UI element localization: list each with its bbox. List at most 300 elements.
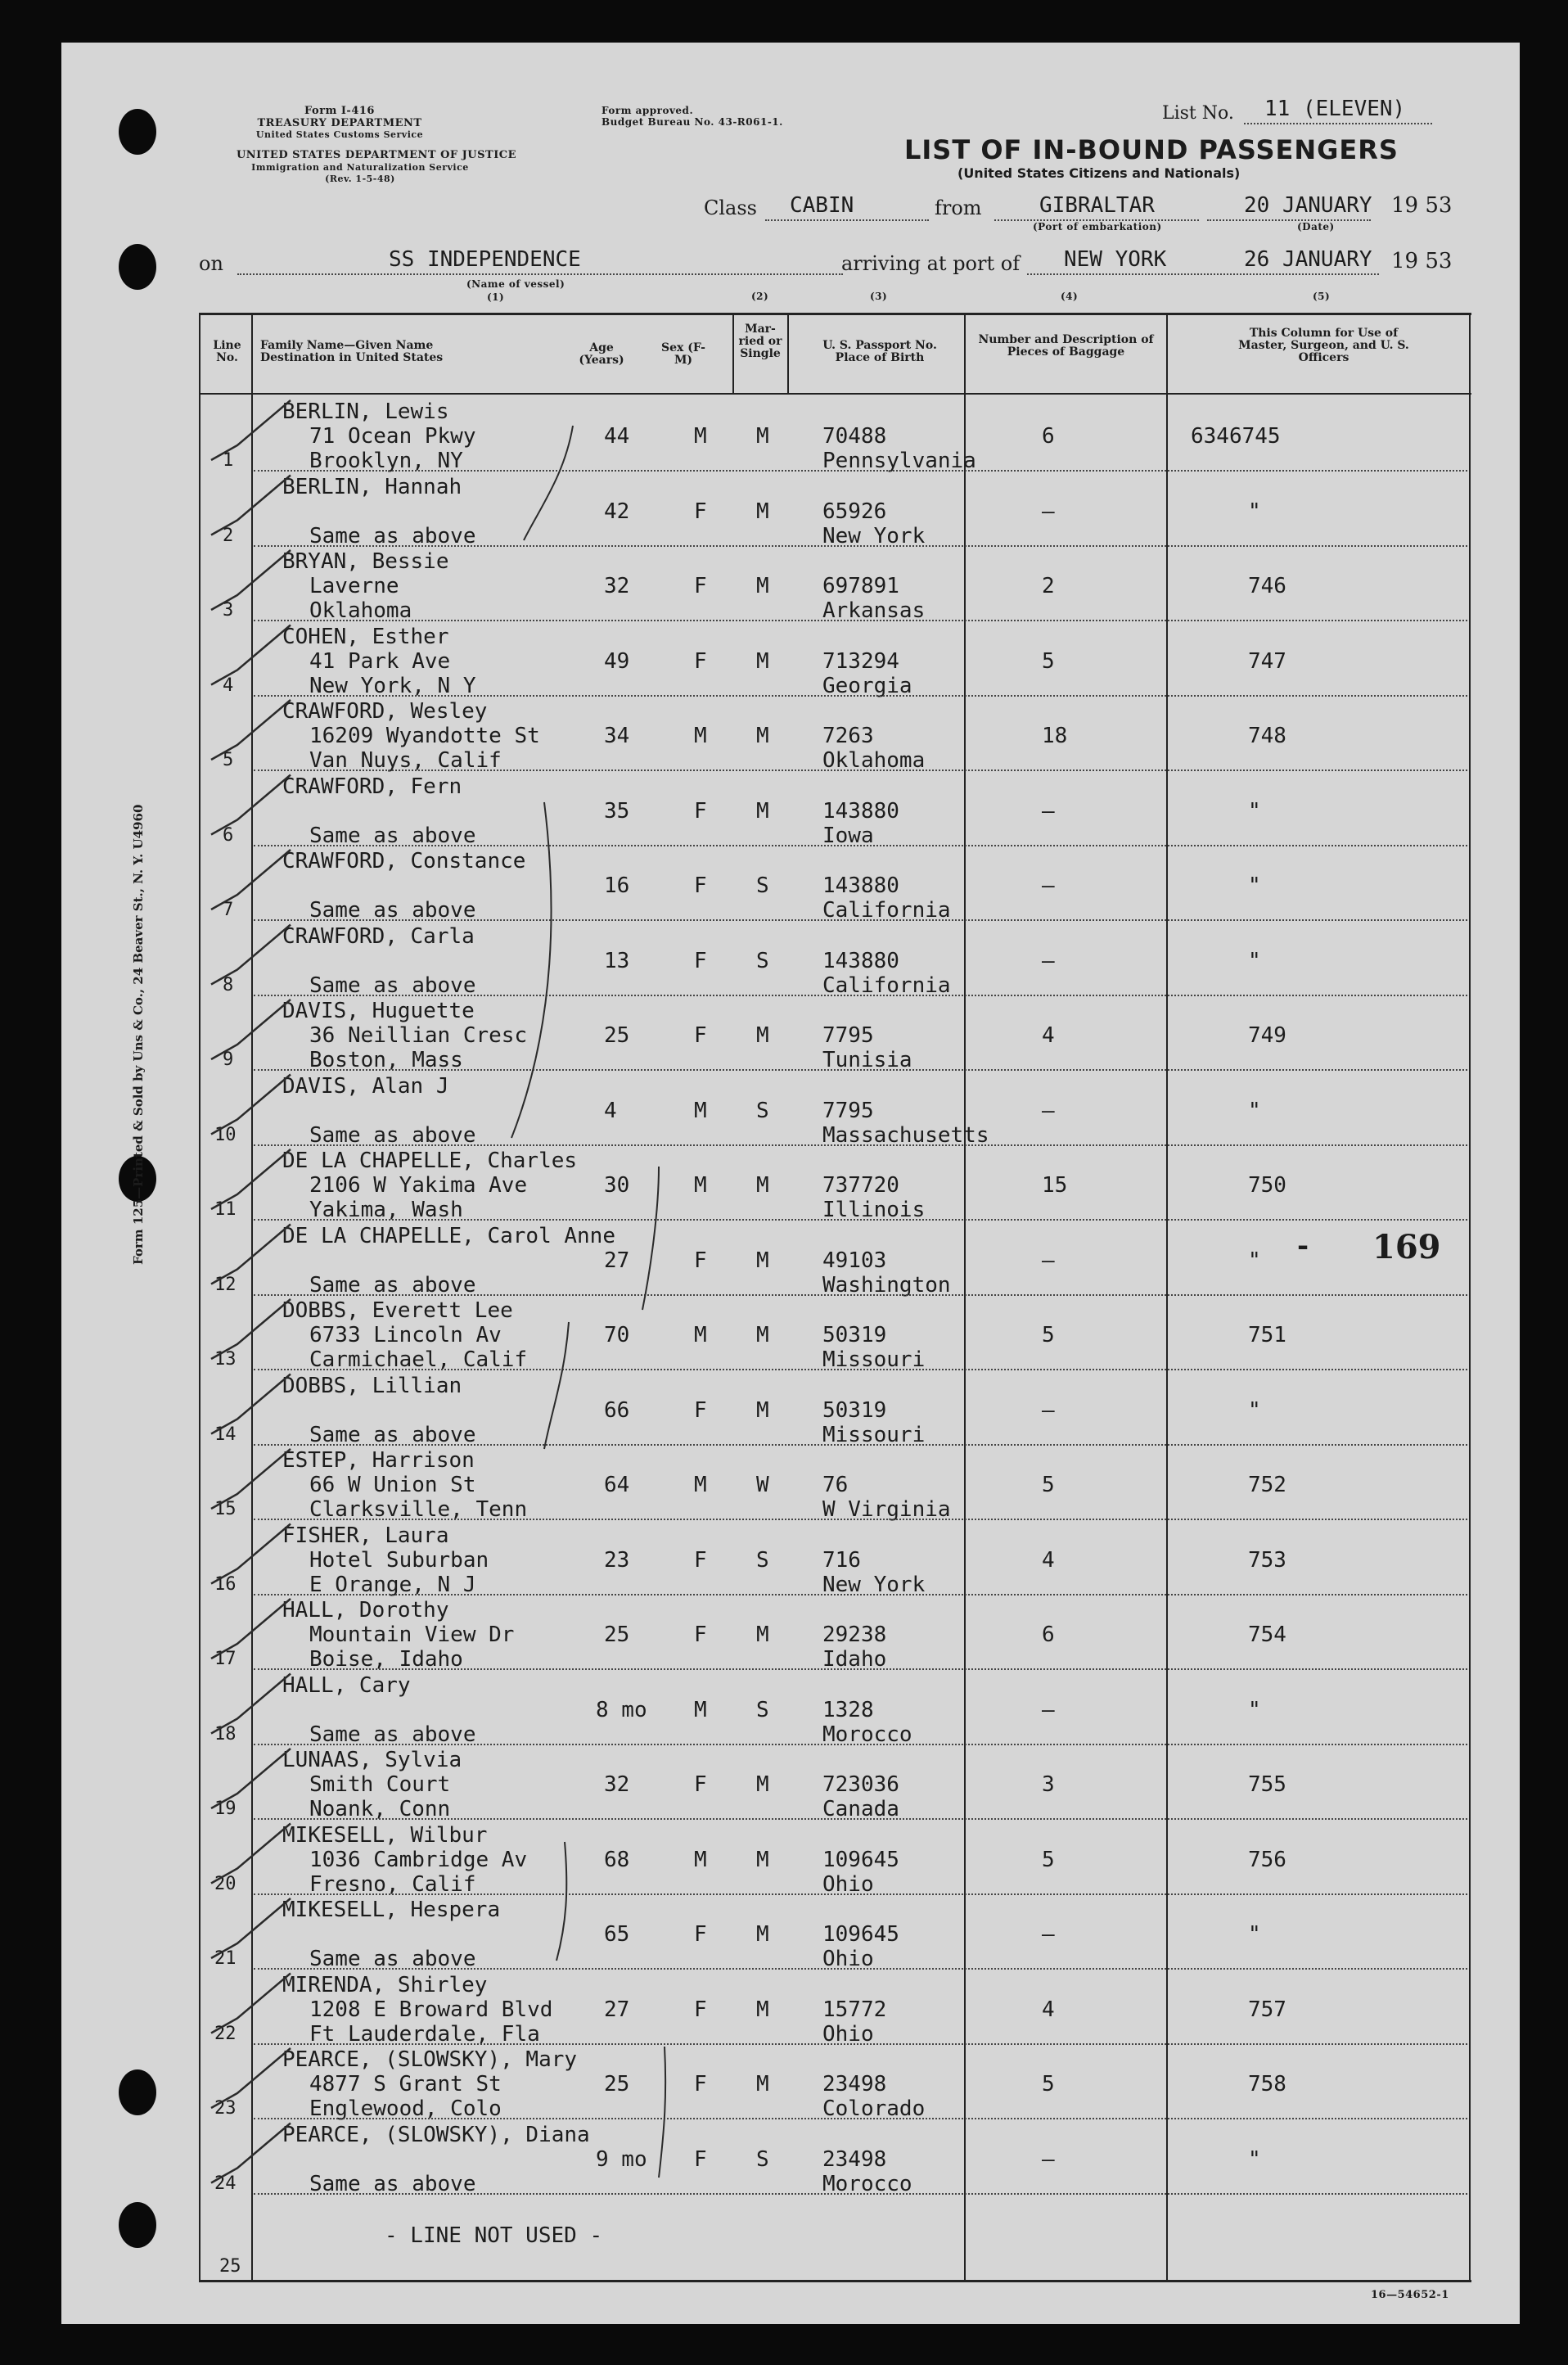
place-of-birth: Canada xyxy=(822,1797,899,1821)
line-number: 8 xyxy=(223,974,234,995)
marital-status: W xyxy=(756,1473,769,1497)
passenger-name: ESTEP, Harrison xyxy=(282,1448,475,1473)
baggage: – xyxy=(1042,948,1055,973)
sex: F xyxy=(694,1397,707,1423)
age: 27 xyxy=(604,1997,630,2022)
place-of-birth: W Virginia xyxy=(822,1497,951,1522)
marital-status: S xyxy=(756,948,769,973)
age: 42 xyxy=(604,499,630,524)
footer-code: 16—54652-1 xyxy=(1371,2289,1449,2301)
address-line2: E Orange, N J xyxy=(309,1572,476,1597)
officer-note: 758 xyxy=(1248,2072,1286,2096)
address-line1: Mountain View Dr xyxy=(309,1623,515,1647)
sex: F xyxy=(694,648,707,674)
age: 25 xyxy=(604,1023,630,1048)
year2: 19 53 xyxy=(1391,249,1453,273)
baggage: 4 xyxy=(1042,1023,1055,1048)
passport-no: 7263 xyxy=(822,724,874,748)
baggage: 5 xyxy=(1042,2072,1055,2096)
place-of-birth: Iowa xyxy=(822,823,874,848)
marital-status: M xyxy=(756,1772,769,1797)
line-number: 14 xyxy=(214,1424,237,1445)
address-line1: 2106 W Yakima Ave xyxy=(309,1173,528,1198)
address-line1: 36 Neillian Cresc xyxy=(309,1023,528,1048)
officer-note: " xyxy=(1248,948,1261,973)
address-line2: Same as above xyxy=(309,898,476,923)
marital-status: S xyxy=(756,873,769,898)
check-mark xyxy=(211,1599,291,1659)
line-number: 6 xyxy=(223,824,234,846)
baggage: 5 xyxy=(1042,1473,1055,1497)
address-line1: 1208 E Broward Blvd xyxy=(309,1997,553,2022)
line-number: 15 xyxy=(214,1499,237,1519)
sex: F xyxy=(694,948,707,973)
check-mark xyxy=(211,1000,291,1059)
check-mark xyxy=(211,2124,291,2183)
address-line1: 16209 Wyandotte St xyxy=(309,724,540,748)
place-of-birth: Morocco xyxy=(822,1722,912,1747)
marital-status: M xyxy=(756,1623,769,1647)
sex: F xyxy=(694,798,707,824)
address-line2: Same as above xyxy=(309,823,476,848)
sex: F xyxy=(694,499,707,524)
sex: F xyxy=(694,1997,707,2022)
address-line2: Same as above xyxy=(309,1947,476,1971)
marital-status: M xyxy=(756,424,769,449)
sex: M xyxy=(694,1098,707,1123)
passenger-name: COHEN, Esther xyxy=(282,624,449,649)
place-of-birth: Georgia xyxy=(822,673,912,698)
baggage: 5 xyxy=(1042,648,1055,674)
sex: M xyxy=(694,1473,707,1497)
page-subtitle: (United States Citizens and Nationals) xyxy=(957,165,1241,181)
sex: M xyxy=(694,724,707,748)
line-number-25: 25 xyxy=(219,2256,241,2277)
passenger-name: FISHER, Laura xyxy=(282,1523,449,1548)
passenger-name: HALL, Cary xyxy=(282,1672,411,1698)
check-mark xyxy=(211,550,291,610)
col-header-officers: This Column for Use of Master, Surgeon, and U. S. Officers xyxy=(1238,327,1409,364)
place-of-birth: Tunisia xyxy=(822,1048,912,1072)
passenger-name: MIKESELL, Wilbur xyxy=(282,1822,488,1848)
passport-no: 7795 xyxy=(822,1098,874,1123)
department-of-justice: UNITED STATES DEPARTMENT OF JUSTICE xyxy=(236,149,517,161)
line-number: 1 xyxy=(223,450,234,471)
sex: M xyxy=(694,1323,707,1347)
place-of-birth: Morocco xyxy=(822,2171,912,2196)
passenger-name: CRAWFORD, Constance xyxy=(282,849,526,873)
officer-note: 752 xyxy=(1248,1473,1286,1497)
address-line1: 71 Ocean Pkwy xyxy=(309,424,476,449)
officer-note: " xyxy=(1248,1098,1261,1123)
address-line2: Same as above xyxy=(309,973,476,998)
officer-note: " xyxy=(1248,499,1261,524)
passport-no: 143880 xyxy=(822,948,899,973)
vessel-num: (1) xyxy=(487,291,505,303)
check-mark xyxy=(211,1149,291,1209)
address-line1: Smith Court xyxy=(309,1772,451,1797)
from-value: GIBRALTAR xyxy=(1039,193,1155,218)
customs-service: United States Customs Service xyxy=(255,129,424,140)
line-number: 9 xyxy=(223,1049,234,1070)
check-mark xyxy=(211,925,291,985)
passport-no: 697891 xyxy=(822,574,899,598)
address-line2: Noank, Conn xyxy=(309,1797,451,1821)
passport-no: 7795 xyxy=(822,1023,874,1048)
address-line2: Ft Lauderdale, Fla xyxy=(309,2021,540,2047)
address-line2: Fresno, Calif xyxy=(309,1871,476,1897)
place-of-birth: California xyxy=(822,898,951,923)
col-num-passport: (3) xyxy=(870,291,888,302)
marital-status: M xyxy=(756,1922,769,1947)
passport-no: 70488 xyxy=(822,424,887,449)
officer-note: " xyxy=(1248,2146,1261,2172)
age: 32 xyxy=(604,574,630,598)
marital-status: M xyxy=(756,1997,769,2022)
address-line2: Same as above xyxy=(309,1122,476,1148)
age: 30 xyxy=(604,1173,630,1198)
address-line1: 41 Park Ave xyxy=(309,648,451,674)
officer-note: 747 xyxy=(1248,648,1286,674)
sex: M xyxy=(694,1173,707,1198)
check-mark xyxy=(211,1524,291,1584)
baggage: 2 xyxy=(1042,574,1055,598)
address-line2: Same as above xyxy=(309,1422,476,1447)
officer-note: " xyxy=(1248,1697,1261,1722)
vessel-value: SS INDEPENDENCE xyxy=(389,247,581,272)
col-header-baggage: Number and Description of Pieces of Baggage xyxy=(978,333,1154,359)
age: 66 xyxy=(604,1397,630,1423)
check-mark xyxy=(211,1374,291,1434)
address-line1: 4877 S Grant St xyxy=(309,2072,502,2096)
place-of-birth: Ohio xyxy=(822,1947,874,1971)
passenger-name: DE LA CHAPELLE, Charles xyxy=(282,1149,578,1173)
age: 4 xyxy=(604,1098,617,1123)
place-of-birth: Missouri xyxy=(822,1422,926,1447)
baggage: – xyxy=(1042,1248,1055,1273)
passport-no: 143880 xyxy=(822,873,899,898)
officer-note: 753 xyxy=(1248,1547,1286,1573)
address-line2: Boston, Mass xyxy=(309,1048,463,1072)
passport-no: 716 xyxy=(822,1547,861,1573)
revision: (Rev. 1-5-48) xyxy=(325,174,395,184)
officer-note: 756 xyxy=(1248,1847,1286,1872)
age: 8 mo xyxy=(596,1697,647,1722)
line-not-used: - LINE NOT USED - xyxy=(385,2223,603,2248)
line-number: 11 xyxy=(214,1199,237,1220)
marital-status: S xyxy=(756,1697,769,1722)
passport-no: 15772 xyxy=(822,1997,887,2022)
line-number: 3 xyxy=(223,600,234,621)
address-line2: Carmichael, Calif xyxy=(309,1347,528,1372)
baggage: – xyxy=(1042,1697,1055,1722)
passenger-name: PEARCE, (SLOWSKY), Mary xyxy=(282,2047,578,2072)
passenger-name: MIRENDA, Shirley xyxy=(282,1972,488,1997)
sex: F xyxy=(694,2072,707,2096)
place-of-birth: Massachusetts xyxy=(822,1122,989,1148)
age: 49 xyxy=(604,648,630,674)
check-mark xyxy=(211,1749,291,1808)
sex: M xyxy=(694,424,707,449)
sex: F xyxy=(694,1023,707,1048)
age: 16 xyxy=(604,873,630,898)
place-of-birth: Ohio xyxy=(822,2021,874,2047)
address-line1: 66 W Union St xyxy=(309,1473,476,1497)
date-caption: (Date) xyxy=(1297,221,1335,232)
line-number: 24 xyxy=(214,2173,237,2194)
passport-no: 23498 xyxy=(822,2072,887,2096)
col-header-passport: U. S. Passport No. Place of Birth xyxy=(822,339,937,364)
marital-status: M xyxy=(756,1173,769,1198)
col-header-name: Family Name—Given Name Destination in United States xyxy=(260,339,444,364)
place-of-birth: Ohio xyxy=(822,1871,874,1897)
marital-status: M xyxy=(756,1023,769,1048)
marital-status: M xyxy=(756,798,769,824)
place-of-birth: Missouri xyxy=(822,1347,926,1372)
marital-status: M xyxy=(756,1323,769,1347)
check-mark xyxy=(211,400,291,460)
baggage: 6 xyxy=(1042,1623,1055,1647)
check-mark xyxy=(211,1898,291,1958)
passport-no: 23498 xyxy=(822,2146,887,2172)
passport-no: 50319 xyxy=(822,1397,887,1423)
passenger-name: DAVIS, Huguette xyxy=(282,999,475,1023)
vessel-caption: (Name of vessel) xyxy=(466,278,565,290)
address-line1: Hotel Suburban xyxy=(309,1547,489,1573)
printer-side-text: Form 125—Printed & Sold by Uns & Co., 24 Beaver St., N. Y. U4960 xyxy=(131,804,146,1265)
age: 35 xyxy=(604,798,630,824)
age: 25 xyxy=(604,2072,630,2096)
baggage: – xyxy=(1042,798,1055,824)
baggage: – xyxy=(1042,1922,1055,1947)
passenger-name: LUNAAS, Sylvia xyxy=(282,1748,462,1772)
place-of-birth: Illinois xyxy=(822,1198,926,1222)
address-line2: New York, N Y xyxy=(309,673,476,698)
address-line2: Brooklyn, NY xyxy=(309,449,463,473)
address-line2: Oklahoma xyxy=(309,598,412,623)
age: 70 xyxy=(604,1323,630,1347)
marital-status: M xyxy=(756,1248,769,1273)
col-header-age: Age (Years) xyxy=(579,341,624,367)
check-mark xyxy=(211,850,291,909)
marital-status: M xyxy=(756,1397,769,1423)
passport-no: 50319 xyxy=(822,1323,887,1347)
passport-no: 713294 xyxy=(822,648,899,674)
check-mark xyxy=(211,1225,291,1284)
place-of-birth: California xyxy=(822,973,951,998)
line-number: 16 xyxy=(214,1573,237,1595)
stamp-dash: - xyxy=(1297,1230,1309,1262)
age: 64 xyxy=(604,1473,630,1497)
age: 9 mo xyxy=(596,2146,647,2172)
sex: F xyxy=(694,1623,707,1647)
passport-no: 49103 xyxy=(822,1248,887,1273)
address-line1: 1036 Cambridge Av xyxy=(309,1847,528,1872)
list-no-label: List No. xyxy=(1162,103,1234,124)
baggage: – xyxy=(1042,1098,1055,1123)
address-line2: Clarksville, Tenn xyxy=(309,1497,528,1522)
officer-note: 755 xyxy=(1248,1772,1286,1797)
passenger-name: MIKESELL, Hespera xyxy=(282,1898,501,1922)
line-number: 21 xyxy=(214,1948,237,1969)
form-number: Form I-416 xyxy=(304,105,375,117)
passenger-name: DOBBS, Lillian xyxy=(282,1373,462,1398)
check-mark xyxy=(211,700,291,760)
baggage: 3 xyxy=(1042,1772,1055,1797)
age: 32 xyxy=(604,1772,630,1797)
port-caption: (Port of embarkation) xyxy=(1033,221,1162,232)
place-of-birth: Washington xyxy=(822,1272,951,1298)
age: 34 xyxy=(604,724,630,748)
col-num-officers: (5) xyxy=(1313,291,1331,302)
check-mark xyxy=(211,1075,291,1135)
passport-no: 1328 xyxy=(822,1697,874,1722)
baggage: 15 xyxy=(1042,1173,1068,1198)
marital-status: M xyxy=(756,574,769,598)
class-label: Class xyxy=(704,196,757,219)
page-stamp-number: 169 xyxy=(1372,1228,1441,1266)
sex: F xyxy=(694,1547,707,1573)
check-mark xyxy=(211,1674,291,1734)
marital-status: M xyxy=(756,1847,769,1872)
officer-note: 750 xyxy=(1248,1173,1286,1198)
address-line2: Same as above xyxy=(309,1272,476,1298)
marital-status: S xyxy=(756,2146,769,2172)
passenger-name: BRYAN, Bessie xyxy=(282,549,449,574)
from-label: from xyxy=(935,196,982,219)
line-number: 22 xyxy=(214,2023,237,2044)
place-of-birth: Idaho xyxy=(822,1647,887,1672)
sex: F xyxy=(694,1248,707,1273)
on-label: on xyxy=(199,252,223,275)
baggage: 4 xyxy=(1042,1997,1055,2022)
baggage: – xyxy=(1042,1397,1055,1423)
passenger-name: BERLIN, Hannah xyxy=(282,474,462,499)
address-line1: Laverne xyxy=(309,574,399,598)
officer-note: 746 xyxy=(1248,574,1286,598)
line-number: 5 xyxy=(223,750,234,770)
line-number: 12 xyxy=(214,1274,237,1295)
baggage: 5 xyxy=(1042,1847,1055,1872)
age: 65 xyxy=(604,1922,630,1947)
place-of-birth: New York xyxy=(822,1572,926,1597)
passenger-name: DE LA CHAPELLE, Carol Anne xyxy=(282,1223,615,1248)
address-line2: Same as above xyxy=(309,523,476,548)
line-number: 17 xyxy=(214,1649,237,1669)
check-mark xyxy=(211,1449,291,1509)
marital-status: M xyxy=(756,648,769,674)
line-number: 19 xyxy=(214,1799,237,1819)
check-mark xyxy=(211,1974,291,2033)
officer-note: " xyxy=(1248,1922,1261,1947)
passport-no: 65926 xyxy=(822,499,887,524)
officer-note: 748 xyxy=(1248,724,1286,748)
col-header-line: Line No. xyxy=(213,339,241,364)
passenger-name: BERLIN, Lewis xyxy=(282,399,449,424)
col-num-married: (2) xyxy=(751,291,769,302)
marital-status: S xyxy=(756,1098,769,1123)
arriving-label: arriving at port of xyxy=(841,252,1021,275)
col-num-baggage: (4) xyxy=(1061,291,1079,302)
place-of-birth: Oklahoma xyxy=(822,748,926,773)
address-line1: 6733 Lincoln Av xyxy=(309,1323,502,1347)
passport-no: 723036 xyxy=(822,1772,899,1797)
sex: F xyxy=(694,574,707,598)
line-number: 23 xyxy=(214,2098,237,2119)
passport-no: 76 xyxy=(822,1473,849,1497)
address-line2: Englewood, Colo xyxy=(309,2096,502,2121)
officer-note: 757 xyxy=(1248,1997,1286,2022)
page-title: LIST OF IN-BOUND PASSENGERS xyxy=(904,134,1399,165)
col-header-married: Mar-ried or Single xyxy=(738,323,782,360)
line-number: 4 xyxy=(223,675,234,696)
age: 13 xyxy=(604,948,630,973)
check-mark xyxy=(211,775,291,835)
passport-no: 737720 xyxy=(822,1173,899,1198)
baggage: – xyxy=(1042,873,1055,898)
col-header-sex: Sex (F-M) xyxy=(661,341,705,367)
marital-status: M xyxy=(756,724,769,748)
address-line2: Van Nuys, Calif xyxy=(309,748,502,773)
age: 25 xyxy=(604,1623,630,1647)
baggage: – xyxy=(1042,499,1055,524)
passenger-name: PEARCE, (SLOWSKY), Diana xyxy=(282,2122,590,2147)
check-mark xyxy=(211,1824,291,1884)
age: 68 xyxy=(604,1847,630,1872)
officer-note: " xyxy=(1248,873,1261,898)
passport-no: 109645 xyxy=(822,1847,899,1872)
address-line2: Yakima, Wash xyxy=(309,1198,463,1222)
age: 23 xyxy=(604,1547,630,1573)
officer-note: 751 xyxy=(1248,1323,1286,1347)
date2-value: 26 JANUARY xyxy=(1244,247,1372,272)
baggage: 4 xyxy=(1042,1547,1055,1573)
class-value: CABIN xyxy=(790,193,854,218)
officer-note: " xyxy=(1248,1397,1261,1423)
check-mark xyxy=(211,625,291,685)
sex: F xyxy=(694,1922,707,1947)
line-number: 13 xyxy=(214,1349,237,1370)
sex: F xyxy=(694,1772,707,1797)
place-of-birth: Colorado xyxy=(822,2096,926,2121)
list-no-value: 11 (ELEVEN) xyxy=(1264,97,1406,121)
marital-status: S xyxy=(756,1547,769,1573)
line-number: 20 xyxy=(214,1873,237,1894)
form-approved: Form approved. xyxy=(602,105,694,116)
officer-note: 754 xyxy=(1248,1623,1286,1647)
line-number: 18 xyxy=(214,1723,237,1744)
marital-status: M xyxy=(756,2072,769,2096)
date1-value: 20 JANUARY xyxy=(1244,193,1372,218)
officer-note: " xyxy=(1248,798,1261,824)
line-number: 2 xyxy=(223,525,234,546)
immigration-service: Immigration and Naturalization Service xyxy=(251,162,469,173)
address-line2: Same as above xyxy=(309,1722,476,1747)
officer-note: 6346745 xyxy=(1191,424,1281,449)
baggage: 6 xyxy=(1042,424,1055,449)
baggage: 18 xyxy=(1042,724,1068,748)
passenger-name: CRAWFORD, Wesley xyxy=(282,699,488,724)
passport-no: 109645 xyxy=(822,1922,899,1947)
year1: 19 53 xyxy=(1391,193,1453,218)
passenger-name: HALL, Dorothy xyxy=(282,1598,449,1623)
officer-note: 749 xyxy=(1248,1023,1286,1048)
age: 44 xyxy=(604,424,630,449)
place-of-birth: New York xyxy=(822,523,926,548)
age: 27 xyxy=(604,1248,630,1273)
line-number: 10 xyxy=(214,1124,237,1145)
place-of-birth: Pennsylvania xyxy=(822,449,976,473)
